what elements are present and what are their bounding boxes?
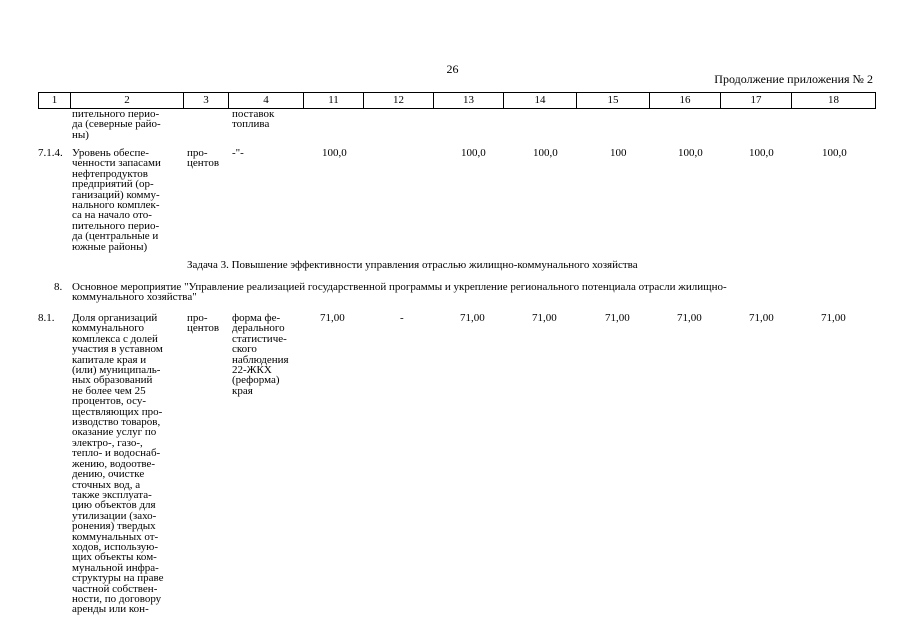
row-8-1-value-18: 71,00 — [821, 312, 846, 324]
page-number: 26 — [446, 62, 459, 76]
row-7-1-4-value-16: 100,0 — [678, 147, 703, 159]
task-3-heading: Задача 3. Повышение эффективности управления отраслью жилищно-коммунального хозяйства — [187, 259, 638, 271]
column-header-table — [38, 92, 876, 109]
row-8-1-value-17: 71,00 — [749, 312, 774, 324]
row-8-1-value-11: 71,00 — [320, 312, 345, 324]
header-col-4: 4 — [229, 93, 304, 109]
header-col-3: 3 — [184, 93, 229, 109]
header-col-2: 2 — [71, 93, 184, 109]
row-8-1-number: 8.1. — [38, 312, 55, 324]
header-col-13: 13 — [434, 93, 504, 109]
row-7-1-4-source: -"- — [232, 147, 244, 159]
row-7-1-4-value-18: 100,0 — [822, 147, 847, 159]
row-8-1-value-14: 71,00 — [532, 312, 557, 324]
measure-8-text-line2: коммунального хозяйства" — [72, 291, 197, 303]
header-col-14: 14 — [504, 93, 577, 109]
appendix-continuation: Продолжение приложения № 2 — [714, 72, 873, 86]
row-7-1-4-value-15: 100 — [610, 147, 627, 159]
row-8-1-unit: про- центов — [187, 312, 220, 335]
carryover-indicator-text: пительного перио- да (северные райо- ны) — [72, 108, 161, 141]
row-8-1-value-16: 71,00 — [677, 312, 702, 324]
measure-8-number: 8. — [54, 281, 63, 293]
row-8-1-value-12: - — [400, 312, 404, 324]
header-col-1: 1 — [39, 93, 71, 109]
header-col-18: 18 — [792, 93, 876, 109]
row-7-1-4-value-14: 100,0 — [533, 147, 558, 159]
row-8-1-source: форма фе- дерального статистиче- ского наблюдения 22-ЖКХ (реформа) края — [232, 312, 289, 397]
row-7-1-4-unit: про- центов — [187, 147, 220, 170]
row-7-1-4-value-17: 100,0 — [749, 147, 774, 159]
header-col-15: 15 — [577, 93, 650, 109]
row-7-1-4-value-13: 100,0 — [461, 147, 486, 159]
header-col-16: 16 — [650, 93, 721, 109]
row-8-1-value-13: 71,00 — [460, 312, 485, 324]
row-8-1-indicator: Доля организаций коммунального комплекса с долей участия в уставном капитале края и (или) муниципаль- ных образований не более чем 25 процентов, осу- ществляющих про- изводство товаров, оказание услуг по электро-, газо-, тепло- и водоснаб- жению, водоотве- дению, очистке сточных вод, а также эксплуата- цию объектов для утилизации (захо- ронения) твердых коммунальных от- ходов, использую- щих объекты ком- мунальной инфра- структуры на праве частной собствен- ности, по договору аренды или кон- — [72, 312, 164, 616]
header-col-12: 12 — [364, 93, 434, 109]
row-7-1-4-value-11: 100,0 — [322, 147, 347, 159]
header-col-17: 17 — [721, 93, 792, 109]
carryover-source-text: поставок топлива — [232, 108, 275, 131]
row-8-1-value-15: 71,00 — [605, 312, 630, 324]
row-7-1-4-number: 7.1.4. — [38, 147, 63, 159]
header-col-11: 11 — [304, 93, 364, 109]
header-row — [39, 93, 876, 109]
measure-8-text-line1: Основное мероприятие "Управление реализацией государственной программы и укрепление регионального потенциала отрасли жилищно- — [72, 281, 727, 293]
row-7-1-4-indicator: Уровень обеспе- ченности запасами нефтепродуктов предприятий (ор- ганизаций) комму- нального комплек- са на начало ото- пительного перио- да (центральные и южные районы) — [72, 147, 161, 253]
